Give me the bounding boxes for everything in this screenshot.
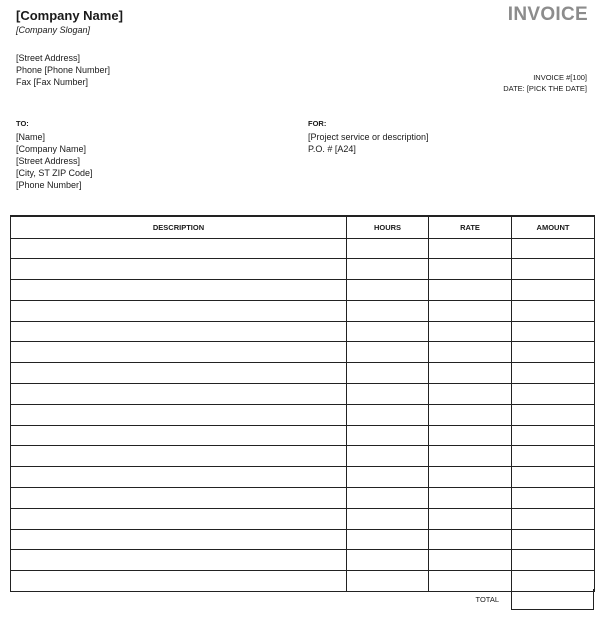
description-cell[interactable] <box>11 238 347 259</box>
amount-cell[interactable] <box>512 446 595 467</box>
fax-number: Fax [Fax Number] <box>16 77 89 87</box>
bill-to-phone: [Phone Number] <box>16 180 82 190</box>
hours-cell[interactable] <box>347 342 429 363</box>
table-row <box>11 300 595 321</box>
column-header-amount: AMOUNT <box>512 216 595 238</box>
amount-cell[interactable] <box>512 280 595 301</box>
rate-cell[interactable] <box>429 467 512 488</box>
table-row <box>11 280 595 301</box>
description-cell[interactable] <box>11 384 347 405</box>
rate-cell[interactable] <box>429 488 512 509</box>
rate-cell[interactable] <box>429 529 512 550</box>
table-row <box>11 238 595 259</box>
description-cell[interactable] <box>11 404 347 425</box>
bill-to-name: [Name] <box>16 132 46 142</box>
rate-cell[interactable] <box>429 425 512 446</box>
amount-cell[interactable] <box>512 300 595 321</box>
description-cell[interactable] <box>11 280 347 301</box>
po-number: P.O. # [A24] <box>308 144 356 154</box>
hours-cell[interactable] <box>347 363 429 384</box>
bill-to-street: [Street Address] <box>16 156 81 166</box>
company-slogan: [Company Slogan] <box>16 25 91 35</box>
rate-cell[interactable] <box>429 384 512 405</box>
invoice-number[interactable]: INVOICE #[100] <box>533 73 587 82</box>
table-row <box>11 342 595 363</box>
amount-cell[interactable] <box>512 238 595 259</box>
bill-to-heading: TO: <box>16 119 29 128</box>
hours-cell[interactable] <box>347 550 429 571</box>
hours-cell[interactable] <box>347 259 429 280</box>
table-row <box>11 508 595 529</box>
rate-cell[interactable] <box>429 342 512 363</box>
table-row <box>11 259 595 280</box>
company-name: [Company Name] <box>16 8 123 23</box>
project-description: [Project service or description] <box>308 132 429 142</box>
total-row <box>10 589 594 610</box>
phone-number: Phone [Phone Number] <box>16 65 111 75</box>
description-cell[interactable] <box>11 550 347 571</box>
column-header-hours: HOURS <box>347 216 429 238</box>
amount-cell[interactable] <box>512 529 595 550</box>
description-cell[interactable] <box>11 342 347 363</box>
hours-cell[interactable] <box>347 321 429 342</box>
invoice-meta <box>503 72 587 94</box>
description-cell[interactable] <box>11 467 347 488</box>
hours-cell[interactable] <box>347 488 429 509</box>
hours-cell[interactable] <box>347 280 429 301</box>
invoice-title: INVOICE <box>507 4 588 25</box>
rate-cell[interactable] <box>429 321 512 342</box>
description-cell[interactable] <box>11 321 347 342</box>
column-header-description: DESCRIPTION <box>11 216 347 238</box>
table-row <box>11 467 595 488</box>
hours-cell[interactable] <box>347 300 429 321</box>
rate-cell[interactable] <box>429 280 512 301</box>
amount-cell[interactable] <box>512 259 595 280</box>
hours-cell[interactable] <box>347 529 429 550</box>
description-cell[interactable] <box>11 425 347 446</box>
rate-cell[interactable] <box>429 404 512 425</box>
rate-cell[interactable] <box>429 446 512 467</box>
table-row <box>11 363 595 384</box>
table-row <box>11 404 595 425</box>
rate-cell[interactable] <box>429 550 512 571</box>
bill-to-company: [Company Name] <box>16 144 87 154</box>
amount-cell[interactable] <box>512 404 595 425</box>
description-cell[interactable] <box>11 259 347 280</box>
hours-cell[interactable] <box>347 467 429 488</box>
rate-cell[interactable] <box>429 300 512 321</box>
amount-cell[interactable] <box>512 550 595 571</box>
description-cell[interactable] <box>11 446 347 467</box>
table-row <box>11 384 595 405</box>
line-items-body <box>11 238 595 592</box>
rate-cell[interactable] <box>429 259 512 280</box>
table-row <box>11 488 595 509</box>
description-cell[interactable] <box>11 529 347 550</box>
description-cell[interactable] <box>11 488 347 509</box>
hours-cell[interactable] <box>347 446 429 467</box>
column-header-rate: RATE <box>429 216 512 238</box>
for-block <box>308 118 429 155</box>
bill-to-city: [City, ST ZIP Code] <box>16 168 93 178</box>
table-row <box>11 425 595 446</box>
hours-cell[interactable] <box>347 238 429 259</box>
amount-cell[interactable] <box>512 467 595 488</box>
total-label: TOTAL <box>475 595 499 604</box>
amount-cell[interactable] <box>512 384 595 405</box>
hours-cell[interactable] <box>347 384 429 405</box>
amount-cell[interactable] <box>512 321 595 342</box>
amount-cell[interactable] <box>512 508 595 529</box>
hours-cell[interactable] <box>347 508 429 529</box>
description-cell[interactable] <box>11 508 347 529</box>
rate-cell[interactable] <box>429 363 512 384</box>
table-row <box>11 321 595 342</box>
amount-cell[interactable] <box>512 342 595 363</box>
table-row <box>11 529 595 550</box>
description-cell[interactable] <box>11 300 347 321</box>
total-amount-cell[interactable] <box>511 589 594 610</box>
bill-to-block <box>16 118 93 191</box>
amount-cell[interactable] <box>512 488 595 509</box>
line-items-table <box>10 215 595 592</box>
rate-cell[interactable] <box>429 508 512 529</box>
hours-cell[interactable] <box>347 425 429 446</box>
rate-cell[interactable] <box>429 238 512 259</box>
company-address <box>16 52 110 88</box>
table-header-row <box>11 216 595 238</box>
amount-cell[interactable] <box>512 363 595 384</box>
table-row <box>11 446 595 467</box>
hours-cell[interactable] <box>347 404 429 425</box>
amount-cell[interactable] <box>512 425 595 446</box>
invoice-date[interactable]: DATE: [PICK THE DATE] <box>503 84 587 93</box>
description-cell[interactable] <box>11 363 347 384</box>
street-address: [Street Address] <box>16 53 81 63</box>
for-heading: FOR: <box>308 119 327 128</box>
table-row <box>11 550 595 571</box>
